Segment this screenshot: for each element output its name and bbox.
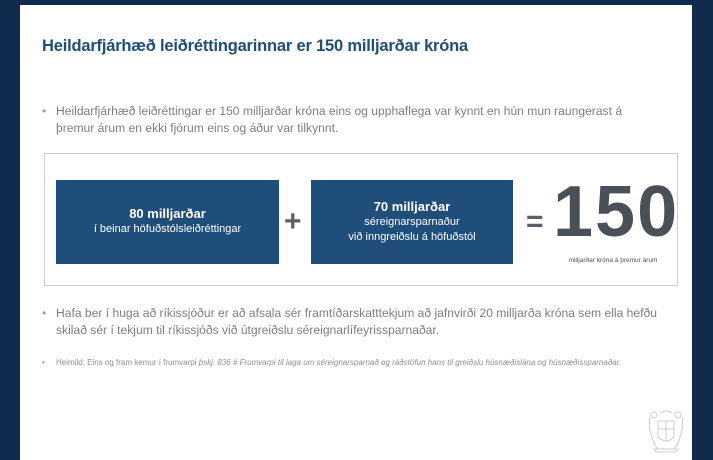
slide [20, 5, 692, 460]
bullet-marker: • [42, 104, 47, 118]
source-note [42, 357, 652, 369]
principal-description: í beinar höfuðstólsleiðréttingar [93, 223, 242, 235]
plus-sign: + [284, 205, 302, 238]
source-prefix: Heimild: Eins og fram kemur í frumvarpi [56, 358, 199, 367]
bullet-total-amount [42, 103, 657, 137]
total-amount: 150 [553, 172, 680, 252]
equals-sign: = [526, 205, 544, 238]
total-caption: milljarðar króna á þremur árum [568, 257, 658, 264]
principal-amount: 80 milljarðar [129, 206, 206, 221]
equation-panel [44, 153, 678, 286]
coat-of-arms-icon [646, 407, 686, 453]
pension-description-line2: við inngreiðslu á höfuðstól [348, 231, 476, 243]
slide-title: Heildarfjárhæð leiðréttingarinnar er 150 milljarðar króna [42, 37, 468, 55]
bullet-tax-revenue [42, 305, 657, 339]
bullet-text: Hafa ber í huga að ríkissjóður er að afsala sér framtíðarskatttekjum að jafnvirði 20 milljarða króna sem ella hefðu skilað sér í tekjum til ríkissjóðs við útgreiðslu séreignarlífeyrissparnaðar. [56, 306, 657, 337]
source-reference: þskj. 836 # Frumvarpi til laga um séreignarsparnað og ráðstöfun hans til greiðslu húsnæðislána og húsnæðissparnaðar. [198, 358, 622, 367]
equation-block-pension [311, 180, 513, 264]
equation-block-principal [56, 180, 279, 264]
bullet-text: Heildarfjárhæð leiðréttingar er 150 milljarðar króna eins og upphaflega var kynnt en hún mun raungerast á þremur árum en ekki fjórum eins og áður var tilkynnt. [56, 104, 623, 135]
bullet-marker: • [42, 358, 45, 367]
bullet-marker: • [42, 306, 47, 320]
pension-amount: 70 milljarðar [373, 199, 451, 214]
pension-description-line1: séreignarsparnaður [364, 216, 460, 228]
